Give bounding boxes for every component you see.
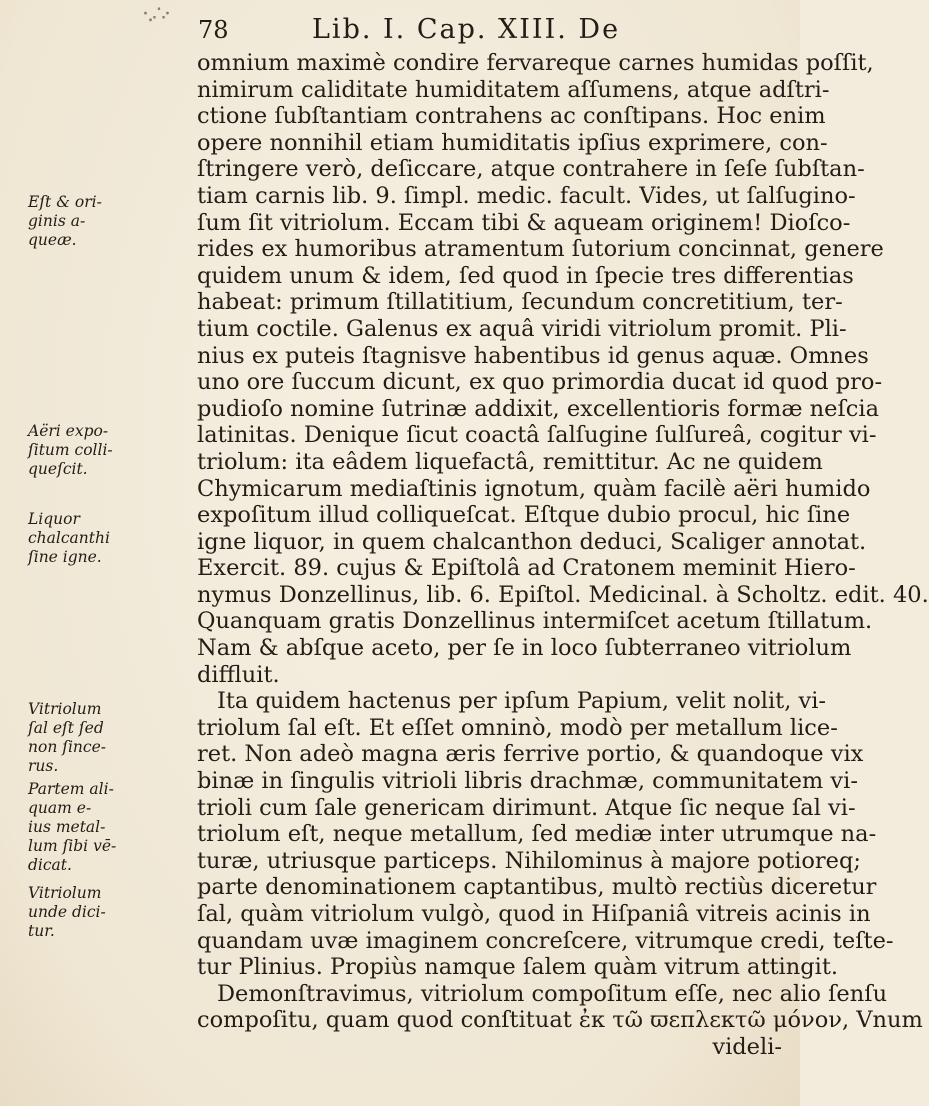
text-line: nimirum caliditate humiditatem aſſumens, atque adſtri-	[197, 76, 830, 103]
page-number: 78	[198, 16, 229, 44]
text-line: Nam & abſque aceto, per ſe in loco ſubterraneo vitriolum	[197, 635, 852, 662]
text-line: parte denominationem captantibus, multò rectiùs diceretur	[197, 874, 877, 901]
text-line: Quanquam gratis Donzellinus intermiſcet acetum ſtillatum.	[197, 608, 873, 635]
text-line: tiam carnis lib. 9. ſimpl. medic. facult. Vides, ut ſalſugino-	[197, 182, 856, 209]
text-line: triolum eſt, neque metallum, ſed mediæ inter utrumque na-	[197, 821, 877, 848]
margin-note: Eſt & ori- ginis a- queæ.	[28, 193, 102, 249]
text-line: ſal, quàm vitriolum vulgò, quod in Hiſpaniâ vitreis acinis in	[197, 901, 871, 927]
text-line: pudioſo nomine ſutrinæ addixit, excellentioris formæ neſcia	[197, 395, 880, 422]
text-line: diffluit.	[197, 661, 280, 688]
text-line: igne liquor, in quem chalcanthon deduci, Scaliger annotat.	[197, 528, 867, 555]
text-line: triolum: ita eâdem liquefactâ, remittitur. Ac ne quidem	[197, 448, 823, 475]
running-head: Lib. I. Cap. XIII. De	[312, 14, 621, 45]
text-line: Exercit. 89. cujus & Epiſtolâ ad Cratonem meminit Hiero-	[197, 555, 856, 582]
text-line: nius ex puteis ſtagnisve habentibus id genus aquæ. Omnes	[197, 342, 869, 369]
text-line: habeat: primum ſtillatitium, ſecundum concretitium, ter-	[197, 289, 843, 316]
text-line: triolum ſal eſt. Et eſſet omninò, modò per metallum lice-	[197, 714, 838, 741]
catchword: videli-	[712, 1033, 782, 1060]
margin-note: Partem ali- quam e- ius metal- lum ſibi vē- dicat.	[28, 780, 117, 874]
page-header	[142, 2, 777, 50]
text-line: latinitas. Denique ſicut coactâ ſalſugine ſulſureâ, cogitur vi-	[197, 422, 877, 449]
margin-note: Aëri expo- ſitum colli- queſcit.	[28, 422, 113, 478]
text-line: uno ore ſuccum dicunt, ex quo primordia ducat id quod pro-	[197, 369, 883, 396]
text-line: nymus Donzellinus, lib. 6. Epiſtol. Medicinal. à Scholtz. edit. 40.	[197, 581, 929, 608]
text-line: ctione ſubſtantiam contrahens ac conſtipans. Hoc enim	[197, 103, 826, 130]
text-line: ſum ſit vitriolum. Eccam tibi & aqueam originem! Dioſco-	[197, 209, 851, 236]
text-line: Ita quidem hactenus per ipſum Papium, velit nolit, vi-	[217, 688, 827, 715]
text-line: opere nonnihil etiam humiditatis ipſius exprimere, con-	[197, 129, 828, 156]
text-line: rides ex humoribus atramentum ſutorium concinnat, genere	[197, 236, 884, 263]
text-line: ret. Non adeò magna æris ferrive portio, & quandoque vix	[197, 741, 864, 768]
text-line: ſtringere verò, deſiccare, atque contrahere in ſeſe ſubſtan-	[197, 156, 865, 183]
text-line: quandam uvæ imaginem concreſcere, vitrumque credi, teſte-	[197, 927, 894, 954]
text-line: compoſitu, quam quod conſtituat ἐκ τῶ ϖεπλεκτῶ μόνον, Vnum	[197, 1007, 923, 1034]
text-line: tium coctile. Galenus ex aquâ viridi vitriolum promit. Pli-	[197, 315, 847, 342]
text-line: Demonſtravimus, vitriolum compoſitum eſſe, nec alio ſenſu	[217, 980, 888, 1007]
margin-note: Vitriolum unde dici- tur.	[28, 884, 106, 940]
margin-note: Liquor chalcanthi ſine igne.	[28, 510, 110, 566]
main-text	[197, 50, 929, 1061]
text-line: quidem unum & idem, ſed quod in ſpecie tres differentias	[197, 262, 854, 289]
text-line: omnium maximè condire fervareque carnes humidas poſſit,	[197, 50, 874, 76]
margin-note: Vitriolum ſal eſt ſed non ſince- rus.	[28, 700, 106, 775]
text-line: binæ in ſingulis vitrioli libris drachmæ, communitatem vi-	[197, 768, 858, 795]
ornament: ·.∴·	[142, 2, 169, 27]
text-line: trioli cum ſale genericam dirimunt. Atque ſic neque ſal vi-	[197, 794, 856, 821]
text-line: Chymicarum mediaſtinis ignotum, quàm facilè aëri humido	[197, 475, 871, 502]
text-line: tur Plinius. Propiùs namque ſalem quàm vitrum attingit.	[197, 954, 839, 981]
text-line: turæ, utriusque particeps. Nihilominus à majore potioreq;	[197, 847, 861, 874]
text-line: expoſitum illud colliqueſcat. Eſtque dubio procul, hic ſine	[197, 502, 851, 529]
